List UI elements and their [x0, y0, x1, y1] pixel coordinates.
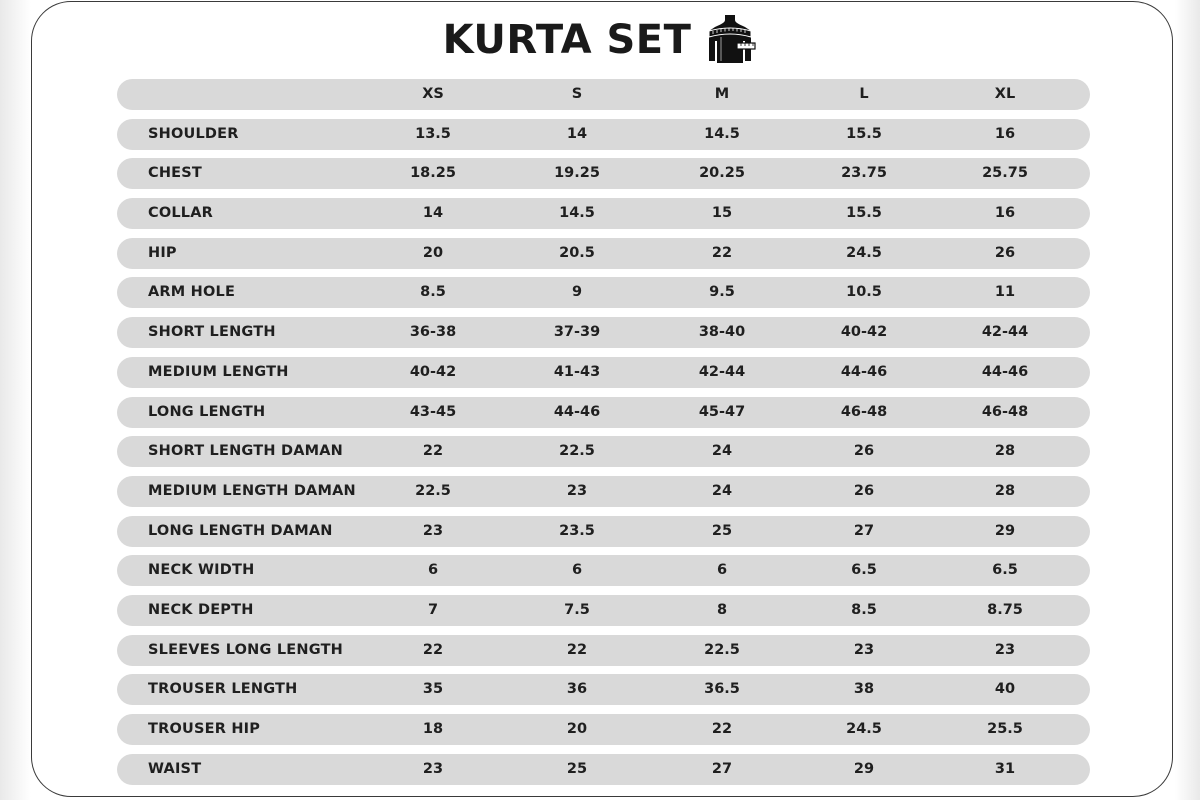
cell-l: 8.5 — [851, 601, 877, 618]
cell-s: 22 — [566, 641, 588, 658]
cell-xl: 11 — [994, 284, 1016, 301]
table-row — [117, 516, 1090, 547]
cell-m: 36.5 — [704, 681, 740, 698]
cell-s: 6 — [571, 562, 583, 579]
cell-l: 23.75 — [841, 165, 887, 182]
row-label: MEDIUM LENGTH DAMAN — [148, 482, 356, 499]
cell-xl: 25.75 — [982, 165, 1028, 182]
size-chart-table — [117, 79, 1090, 793]
cell-s: 36 — [566, 681, 588, 698]
table-row — [117, 238, 1090, 269]
cell-m: 25 — [711, 522, 733, 539]
header-xl: XL — [994, 86, 1016, 102]
cell-m: 22.5 — [704, 641, 740, 658]
cell-l: 38 — [853, 681, 875, 698]
row-label: ARM HOLE — [148, 284, 236, 301]
cell-xl: 26 — [994, 244, 1016, 261]
cell-xl: 46-48 — [981, 403, 1029, 420]
cell-xl: 8.75 — [987, 601, 1023, 618]
cell-l: 46-48 — [840, 403, 888, 420]
table-header-row — [117, 79, 1090, 110]
cell-s: 22.5 — [559, 443, 595, 460]
row-label: SHORT LENGTH DAMAN — [148, 443, 344, 460]
row-label: HIP — [148, 244, 177, 261]
row-label: LONG LENGTH — [148, 403, 266, 420]
row-label: COLLAR — [148, 205, 214, 222]
cell-xs: 18.25 — [410, 165, 456, 182]
table-row — [117, 198, 1090, 229]
row-label: MEDIUM LENGTH — [148, 363, 289, 380]
cell-m: 42-44 — [698, 363, 746, 380]
cell-xl: 29 — [994, 522, 1016, 539]
cell-s: 20.5 — [559, 244, 595, 261]
cell-m: 6 — [716, 562, 728, 579]
cell-xs: 36-38 — [409, 324, 457, 341]
row-label: SHOULDER — [148, 125, 239, 142]
table-row — [117, 635, 1090, 666]
cell-xs: 22 — [422, 443, 444, 460]
cell-m: 45-47 — [698, 403, 746, 420]
cell-xl: 44-46 — [981, 363, 1029, 380]
table-row — [117, 119, 1090, 150]
cell-m: 14.5 — [704, 125, 740, 142]
cell-l: 24.5 — [846, 721, 882, 737]
tailor-mannequin-icon — [703, 13, 757, 63]
cell-m: 22 — [711, 721, 733, 737]
cell-xs: 7 — [427, 601, 439, 618]
cell-s: 19.25 — [554, 165, 600, 182]
row-label: NECK WIDTH — [148, 562, 255, 579]
cell-xs: 14 — [422, 205, 444, 222]
cell-s: 7.5 — [564, 601, 590, 618]
cell-l: 23 — [853, 641, 875, 658]
cell-l: 24.5 — [846, 244, 882, 261]
cell-xl: 40 — [994, 681, 1016, 698]
table-row — [117, 476, 1090, 507]
table-row — [117, 714, 1090, 745]
cell-s: 37-39 — [553, 324, 601, 341]
cell-xs: 13.5 — [415, 125, 451, 142]
cell-m: 20.25 — [699, 165, 745, 182]
cell-s: 14 — [566, 125, 588, 142]
table-row — [117, 357, 1090, 388]
header-s: S — [571, 86, 583, 102]
cell-xl: 16 — [994, 125, 1016, 142]
cell-xl: 31 — [994, 760, 1016, 777]
cell-xs: 23 — [422, 760, 444, 777]
table-row — [117, 674, 1090, 705]
cell-s: 14.5 — [559, 205, 595, 222]
cell-m: 24 — [711, 443, 733, 460]
table-row — [117, 397, 1090, 428]
cell-xs: 23 — [422, 522, 444, 539]
cell-xl: 25.5 — [987, 721, 1023, 737]
cell-l: 27 — [853, 522, 875, 539]
cell-xs: 18 — [422, 721, 444, 737]
row-label: TROUSER LENGTH — [148, 681, 298, 698]
cell-xs: 6 — [427, 562, 439, 579]
cell-m: 8 — [716, 601, 728, 618]
table-row — [117, 317, 1090, 348]
cell-xl: 23 — [994, 641, 1016, 658]
cell-s: 23 — [566, 482, 588, 499]
cell-xl: 6.5 — [992, 562, 1018, 579]
cell-l: 29 — [853, 760, 875, 777]
cell-xs: 35 — [422, 681, 444, 698]
table-row — [117, 595, 1090, 626]
cell-xl: 16 — [994, 205, 1016, 222]
row-label: SHORT LENGTH — [148, 324, 276, 341]
cell-l: 26 — [853, 482, 875, 499]
cell-l: 15.5 — [846, 125, 882, 142]
title-bar — [0, 12, 1200, 68]
cell-xs: 22 — [422, 641, 444, 658]
table-row — [117, 158, 1090, 189]
cell-xs: 40-42 — [409, 363, 457, 380]
cell-l: 15.5 — [846, 205, 882, 222]
table-row — [117, 277, 1090, 308]
cell-s: 9 — [571, 284, 583, 301]
cell-xs: 8.5 — [420, 284, 446, 301]
cell-s: 25 — [566, 760, 588, 777]
cell-s: 44-46 — [553, 403, 601, 420]
cell-xl: 28 — [994, 482, 1016, 499]
cell-l: 44-46 — [840, 363, 888, 380]
cell-xs: 43-45 — [409, 403, 457, 420]
cell-l: 6.5 — [851, 562, 877, 579]
row-label: SLEEVES LONG LENGTH — [148, 641, 343, 658]
table-row — [117, 754, 1090, 785]
row-label: CHEST — [148, 165, 203, 182]
cell-m: 15 — [711, 205, 733, 222]
row-label: NECK DEPTH — [148, 601, 254, 618]
cell-xs: 20 — [422, 244, 444, 261]
header-l: L — [859, 86, 869, 102]
cell-s: 23.5 — [559, 522, 595, 539]
cell-xl: 42-44 — [981, 324, 1029, 341]
cell-l: 40-42 — [840, 324, 888, 341]
header-m: M — [714, 86, 730, 102]
cell-m: 38-40 — [698, 324, 746, 341]
table-row — [117, 436, 1090, 467]
cell-xs: 22.5 — [415, 482, 451, 499]
header-xs: XS — [422, 86, 444, 102]
row-label: LONG LENGTH DAMAN — [148, 522, 333, 539]
cell-l: 10.5 — [846, 284, 882, 301]
cell-m: 22 — [711, 244, 733, 261]
cell-s: 20 — [566, 721, 588, 737]
cell-xl: 28 — [994, 443, 1016, 460]
cell-m: 27 — [711, 760, 733, 777]
page-title: KURTA SET — [442, 17, 692, 63]
row-label: WAIST — [148, 760, 202, 777]
cell-m: 24 — [711, 482, 733, 499]
cell-l: 26 — [853, 443, 875, 460]
table-row — [117, 555, 1090, 586]
cell-m: 9.5 — [709, 284, 735, 301]
cell-s: 41-43 — [553, 363, 601, 380]
row-label: TROUSER HIP — [148, 721, 261, 737]
